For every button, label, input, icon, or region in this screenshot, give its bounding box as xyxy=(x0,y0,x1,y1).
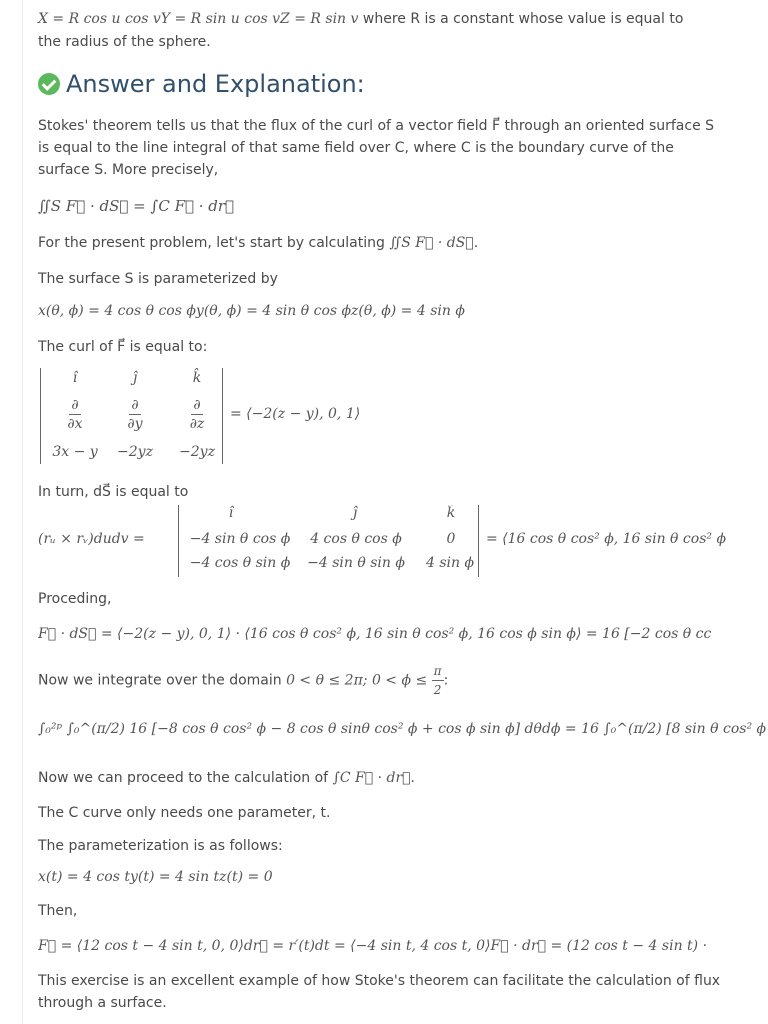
cross-result: = ⟨16 cos θ cos² ϕ, 16 sin θ cos² ϕ xyxy=(486,531,726,547)
curl-partial-z xyxy=(162,396,232,433)
para1-line-2: is equal to the line integral of that same field over C, where C is the boundary curve of the xyxy=(38,140,674,156)
line-integral-text: Now we can proceed to the calculation of xyxy=(38,770,333,786)
frac-den: 2 xyxy=(433,683,442,697)
cross-lhs: (rᵤ × rᵥ)dudv = xyxy=(38,531,145,547)
proceding-text: Proceding, xyxy=(38,591,112,607)
cross-r2c3: 0 xyxy=(446,531,456,547)
check-icon xyxy=(38,73,60,95)
cross-r3c2: −4 sin θ sin ϕ xyxy=(307,555,405,571)
present-problem-math: ∬S F⃗ · dS⃗. xyxy=(389,235,479,251)
cross-r2c2: 4 cos θ cos ϕ xyxy=(310,531,402,547)
curl-comp-3: −2yz xyxy=(179,444,215,460)
curl-determinant xyxy=(40,368,400,464)
present-problem xyxy=(38,232,478,254)
curl-text: The curl of F⃗ is equal to: xyxy=(38,339,208,355)
curl-comp-2: −2yz xyxy=(117,444,153,460)
then-equation: F⃗ = ⟨12 cos t − 4 sin t, 0, 0⟩dr⃗ = r′(t)dt = ⟨−4 sin t, 4 cos t, 0⟩F⃗ · dr⃗ = (12 cos t − 4 sin t) · xyxy=(38,938,708,954)
cross-i-hat: î xyxy=(228,505,234,521)
surface-param-text: The surface S is parameterized by xyxy=(38,271,278,287)
intro-text: where R is a constant whose value is equal to xyxy=(358,11,684,27)
para1-line-3: surface S. More precisely, xyxy=(38,162,219,178)
cross-k-hat: k̂ xyxy=(446,505,456,521)
integrate-line xyxy=(38,662,448,699)
dot-equation: F⃗ · dS⃗ = ⟨−2(z − y), 0, 1⟩ · ⟨16 cos θ cos² ϕ, 16 sin θ cos² ϕ, 16 cos ϕ sin ϕ⟩ = 16 [−2 cos θ cc xyxy=(38,626,712,642)
cross-left-bar xyxy=(178,505,179,577)
cross-determinant-wrap xyxy=(38,505,768,577)
cross-r3c3: 4 sin ϕ xyxy=(425,555,475,571)
frac-num: π xyxy=(432,662,444,681)
pi-over-2 xyxy=(432,662,444,699)
para1-line-1: Stokes' theorem tells us that the flux of the curl of a vector field F⃗ through an oriented surface S xyxy=(38,118,715,134)
present-problem-text: For the present problem, let's start by calculating xyxy=(38,235,390,251)
partial-num-y: ∂ xyxy=(131,397,139,413)
curl-comp-1: 3x − y xyxy=(52,444,98,460)
partial-den-y: ∂y xyxy=(127,416,143,432)
integrate-domain: 0 < θ ≤ 2π; 0 < ϕ ≤ xyxy=(286,672,428,689)
integrate-colon: : xyxy=(443,672,449,689)
intro-math: X = R cos u cos vY = R sin u cos vZ = R sin v xyxy=(38,11,359,27)
integrate-text: Now we integrate over the domain xyxy=(38,672,287,689)
partial-den-z: ∂z xyxy=(189,416,205,432)
curl-result: = ⟨−2(z − y), 0, 1⟩ xyxy=(230,406,361,422)
curl-j-hat: ĵ xyxy=(132,370,138,386)
line-integral-math: ∫C F⃗ · dr⃗. xyxy=(332,770,415,786)
c-curve-text: The C curve only needs one parameter, t. xyxy=(38,805,331,821)
curl-partial-y xyxy=(100,396,170,433)
left-border xyxy=(22,0,23,1024)
answer-heading xyxy=(38,70,365,98)
cross-r2c1: −4 sin θ cos ϕ xyxy=(189,531,291,547)
partial-num-z: ∂ xyxy=(193,397,201,413)
intro-line-2: the radius of the sphere. xyxy=(38,34,211,50)
curl-i-hat: î xyxy=(72,370,78,386)
cross-determinant xyxy=(38,505,768,577)
intro-line-1 xyxy=(38,8,683,30)
param-follows-text: The parameterization is as follows: xyxy=(38,838,283,854)
then-text: Then, xyxy=(38,903,78,919)
surface-param-equation: x(θ, ϕ) = 4 cos θ cos ϕy(θ, ϕ) = 4 sin θ cos ϕz(θ, ϕ) = 4 sin ϕ xyxy=(38,303,465,319)
closing-line-1: This exercise is an excellent example of how Stoke's theorem can facilitate the calculation of flux xyxy=(38,973,721,989)
stokes-equation: ∬S F⃗ · dS⃗ = ∫C F⃗ · dr⃗ xyxy=(38,197,235,215)
in-turn-text: In turn, dS⃗ is equal to xyxy=(38,484,189,500)
param-equation: x(t) = 4 cos ty(t) = 4 sin tz(t) = 0 xyxy=(38,869,273,885)
big-integral: ∫₀²ᵖ ∫₀^(π/2) 16 [−8 cos θ cos² ϕ − 8 cos θ sinθ cos² ϕ + cos ϕ sin ϕ] dθdϕ = 16 ∫₀^(π/2) [8 sin θ cos² ϕ xyxy=(38,721,767,737)
heading-text: Answer and Explanation: xyxy=(66,70,365,98)
curl-k-hat: k̂ xyxy=(192,370,202,386)
closing-line-2: through a surface. xyxy=(38,995,167,1011)
cross-r3c1: −4 cos θ sin ϕ xyxy=(189,555,291,571)
answer-content xyxy=(38,0,768,1024)
cross-j-hat: ĵ xyxy=(352,505,358,521)
partial-den-x: ∂x xyxy=(67,416,83,432)
partial-num-x: ∂ xyxy=(71,397,79,413)
line-integral-line xyxy=(38,767,415,789)
